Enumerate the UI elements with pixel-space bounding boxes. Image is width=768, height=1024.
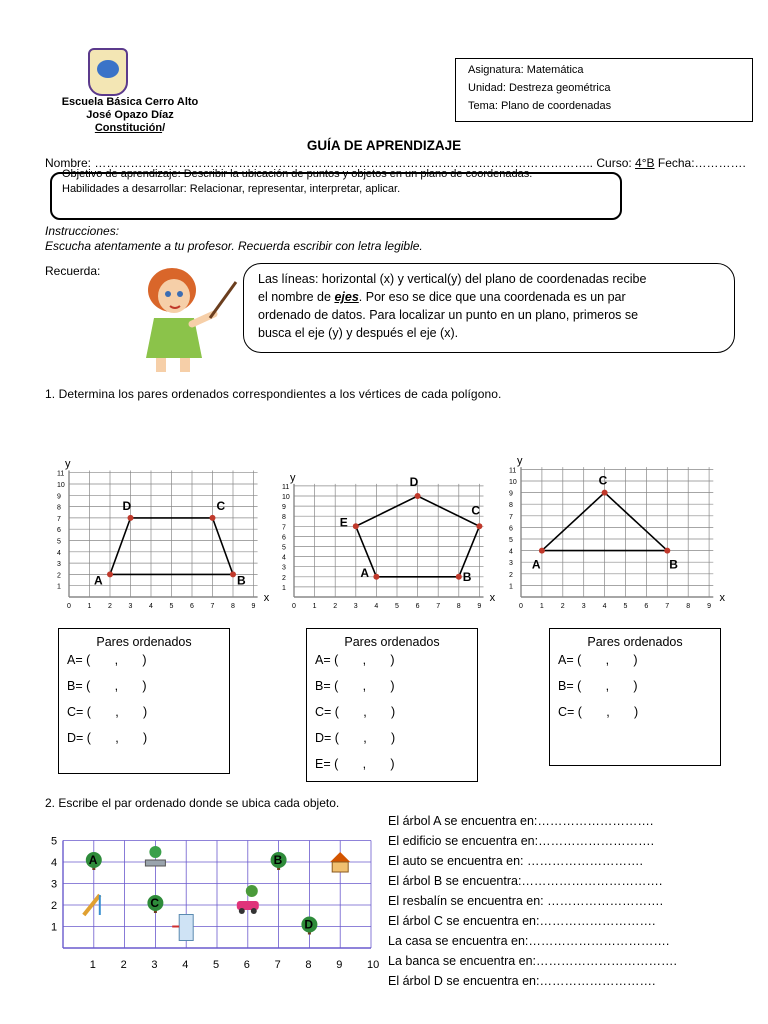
pair-A[interactable]: A= ( , ) bbox=[67, 653, 147, 667]
y-tick-label: 10 bbox=[509, 479, 517, 486]
page-title: GUÍA DE APRENDIZAJE bbox=[306, 138, 462, 153]
y-tick-label: 5 bbox=[57, 538, 61, 546]
x-tick-label: 4 bbox=[182, 959, 189, 971]
y-tick-label: 6 bbox=[282, 534, 286, 542]
school-line-3: Constitución/ bbox=[94, 122, 166, 134]
x-tick-label: 1 bbox=[312, 603, 317, 610]
y-tick-label: 3 bbox=[51, 878, 58, 891]
name-field[interactable]: Nombre: …………………………………………………………………………………………………………….. bbox=[45, 156, 594, 170]
y-tick-label: 8 bbox=[57, 504, 61, 512]
subject-info-box bbox=[455, 58, 753, 122]
q2-line-tree-d[interactable]: El árbol D se encuentra en:………………………. bbox=[388, 974, 656, 988]
vertex-C bbox=[210, 515, 216, 521]
instructions-text: Escucha atentamente a tu profesor. Recuerda escribir con letra legible. bbox=[45, 239, 423, 253]
x-tick-label: 7 bbox=[274, 959, 281, 971]
topic-label: Tema: Plano de coordenadas bbox=[468, 100, 612, 112]
y-tick-label: 1 bbox=[51, 921, 58, 934]
polygon-graph-1 bbox=[55, 405, 275, 610]
vertex-label-B: B bbox=[669, 557, 678, 572]
y-tick-label: 3 bbox=[57, 561, 61, 569]
pair-D[interactable]: D= ( , ) bbox=[315, 731, 396, 745]
tree-label-D: D bbox=[304, 917, 314, 932]
vertex-B bbox=[456, 574, 462, 580]
vertex-C bbox=[476, 523, 482, 529]
x-tick-label: 6 bbox=[644, 603, 649, 610]
school-name bbox=[45, 96, 215, 135]
y-tick-label: 10 bbox=[282, 494, 290, 501]
x-tick-label: 4 bbox=[149, 603, 153, 610]
y-tick-label: 11 bbox=[509, 467, 517, 475]
x-tick-label: 3 bbox=[151, 959, 158, 971]
school-line-2: José Opazo Díaz bbox=[86, 109, 174, 121]
recuerda-label: Recuerda: bbox=[45, 264, 101, 278]
x-tick-label: 6 bbox=[243, 959, 250, 971]
y-tick-label: 11 bbox=[282, 483, 290, 491]
x-tick-label: 8 bbox=[305, 959, 312, 971]
vertex-label-A: A bbox=[94, 573, 103, 588]
x-tick-label: 2 bbox=[120, 959, 127, 971]
polygon-graph-3 bbox=[505, 405, 745, 610]
pairs-box-1 bbox=[58, 628, 230, 774]
q2-line-tree-a[interactable]: El árbol A se encuentra en:………………………. bbox=[388, 814, 654, 828]
reminder-line-2: el nombre de ejes. Por eso se dice que una coordenada es un par bbox=[258, 290, 626, 304]
x-tick-label: 1 bbox=[87, 603, 92, 610]
pair-B[interactable]: B= ( , ) bbox=[315, 679, 395, 693]
vertex-C bbox=[602, 490, 608, 496]
pairs-box-2 bbox=[306, 628, 478, 782]
x-tick-label: 2 bbox=[108, 603, 112, 610]
vertex-label-C: C bbox=[471, 503, 481, 518]
y-axis-label: y bbox=[290, 471, 296, 484]
y-tick-label: 5 bbox=[51, 835, 58, 848]
reminder-line-4: busca el eje (y) y después el eje (x). bbox=[258, 326, 459, 340]
x-tick-label: 2 bbox=[560, 603, 565, 610]
y-tick-label: 6 bbox=[509, 525, 513, 533]
vertex-label-C: C bbox=[598, 473, 608, 488]
q2-line-slide[interactable]: El resbalín se encuentra en: ………………………. bbox=[388, 894, 664, 908]
reminder-box bbox=[243, 263, 735, 353]
vertex-label-D: D bbox=[409, 475, 419, 489]
car-tree bbox=[246, 885, 258, 897]
vertex-A bbox=[539, 548, 545, 554]
teacher-leg bbox=[156, 358, 166, 372]
course-value: 4°B bbox=[635, 156, 655, 170]
x-tick-label: 8 bbox=[456, 603, 461, 610]
x-tick-label: 0 bbox=[67, 603, 71, 610]
x-tick-label: 4 bbox=[374, 603, 379, 610]
school-logo bbox=[88, 48, 128, 96]
pair-B[interactable]: B= ( , ) bbox=[558, 679, 638, 693]
skills-text: Habilidades a desarrollar: Relacionar, representar, interpretar, aplicar. bbox=[62, 183, 401, 195]
vertex-D bbox=[415, 493, 421, 499]
x-axis-label: x bbox=[263, 592, 270, 604]
y-tick-label: 10 bbox=[57, 482, 65, 489]
school-line-1: Escuela Básica Cerro Alto bbox=[61, 96, 199, 108]
y-tick-label: 9 bbox=[57, 493, 61, 501]
vertex-label-A: A bbox=[531, 557, 541, 572]
y-tick-label: 1 bbox=[509, 583, 513, 591]
teacher-illustration bbox=[110, 262, 240, 374]
x-tick-label: 0 bbox=[519, 603, 523, 610]
x-tick-label: 1 bbox=[89, 959, 96, 971]
x-tick-label: 8 bbox=[686, 603, 691, 610]
x-tick-label: 7 bbox=[210, 603, 215, 610]
house-icon bbox=[332, 862, 348, 872]
polygon-graph-2 bbox=[280, 405, 510, 610]
objective-text: Objetivo de aprendizaje: Describir la ubicación de puntos y objetos en un plano de coordenadas. bbox=[62, 168, 533, 180]
y-tick-label: 4 bbox=[51, 857, 58, 869]
reminder-line-3: ordenado de datos. Para localizar un punto en un plano, primeros se bbox=[258, 308, 639, 322]
x-tick-label: 3 bbox=[581, 603, 586, 610]
vertex-B bbox=[230, 571, 236, 577]
vertex-label-E: E bbox=[339, 515, 348, 530]
q2-line-tree-c[interactable]: El árbol C se encuentra en:………………………. bbox=[388, 914, 656, 928]
subject-label: Asignatura: Matemática bbox=[468, 64, 584, 76]
y-tick-label: 5 bbox=[509, 537, 513, 544]
x-axis-label: x bbox=[719, 592, 725, 604]
y-tick-label: 3 bbox=[282, 564, 286, 572]
x-tick-label: 10 bbox=[367, 959, 380, 971]
building-icon bbox=[179, 915, 193, 941]
pair-A[interactable]: A= ( , ) bbox=[315, 653, 395, 667]
bench-plant bbox=[149, 846, 161, 858]
pair-C[interactable]: C= ( , ) bbox=[315, 705, 396, 719]
pair-C[interactable]: C= ( , ) bbox=[558, 705, 639, 719]
instructions-label: Instrucciones: bbox=[45, 224, 120, 238]
x-tick-label: 5 bbox=[623, 603, 628, 610]
y-axis-label: y bbox=[65, 458, 71, 471]
y-tick-label: 7 bbox=[509, 513, 513, 521]
teacher-leg bbox=[180, 358, 190, 372]
x-tick-label: 9 bbox=[707, 603, 712, 610]
vertex-A bbox=[373, 574, 379, 580]
y-tick-label: 2 bbox=[509, 571, 513, 579]
y-tick-label: 3 bbox=[509, 560, 513, 568]
pair-B[interactable]: B= ( , ) bbox=[67, 679, 147, 693]
y-tick-label: 5 bbox=[282, 544, 286, 552]
q1-title: 1. Determina los pares ordenados correspondientes a los vértices de cada polígono. bbox=[45, 387, 502, 401]
x-axis-label: x bbox=[489, 592, 496, 604]
pairs-title: Pares ordenados bbox=[96, 635, 192, 649]
y-tick-label: 6 bbox=[57, 527, 61, 535]
y-axis-label: y bbox=[517, 454, 523, 467]
vertex-label-D: D bbox=[122, 498, 132, 513]
tree-label-B: B bbox=[273, 853, 283, 867]
pair-D[interactable]: D= ( , ) bbox=[67, 731, 148, 745]
vertex-label-B: B bbox=[237, 573, 246, 588]
pair-C[interactable]: C= ( , ) bbox=[67, 705, 148, 719]
date-field[interactable]: Fecha:…………. bbox=[657, 156, 746, 170]
x-tick-label: 8 bbox=[231, 603, 235, 610]
unit-label: Unidad: Destreza geométrica bbox=[468, 82, 611, 94]
x-tick-label: 2 bbox=[333, 603, 338, 610]
vertex-label-C: C bbox=[216, 498, 226, 513]
pairs-title: Pares ordenados bbox=[344, 635, 440, 649]
pairs-title: Pares ordenados bbox=[587, 635, 683, 649]
x-tick-label: 7 bbox=[436, 603, 441, 610]
car-wheel bbox=[251, 908, 257, 914]
bench-icon bbox=[145, 860, 165, 866]
vertex-label-A: A bbox=[360, 565, 370, 580]
house-roof bbox=[330, 852, 350, 862]
y-tick-label: 1 bbox=[57, 583, 61, 591]
x-tick-label: 9 bbox=[477, 603, 482, 610]
x-tick-label: 6 bbox=[190, 603, 194, 610]
teacher-eye bbox=[177, 291, 183, 297]
x-tick-label: 5 bbox=[169, 603, 174, 610]
y-tick-label: 9 bbox=[282, 504, 286, 512]
pairs-box-3 bbox=[549, 628, 721, 766]
vertex-label-B: B bbox=[462, 569, 472, 584]
tree-label-C: C bbox=[150, 896, 160, 910]
q2-line-house[interactable]: La casa se encuentra en:……………………………. bbox=[388, 934, 670, 948]
teacher-eye bbox=[165, 291, 171, 297]
x-tick-label: 3 bbox=[128, 603, 133, 610]
y-tick-label: 2 bbox=[51, 900, 58, 912]
vertex-E bbox=[353, 523, 359, 529]
x-tick-label: 0 bbox=[292, 603, 296, 610]
pair-E[interactable]: E= ( , ) bbox=[315, 757, 395, 771]
q2-line-car[interactable]: El auto se encuentra en: ………………………. bbox=[388, 854, 643, 868]
y-tick-label: 7 bbox=[57, 515, 61, 523]
tree-label-A: A bbox=[88, 853, 98, 867]
y-tick-label: 9 bbox=[509, 490, 513, 498]
x-tick-label: 5 bbox=[213, 959, 220, 971]
x-tick-label: 5 bbox=[395, 603, 399, 610]
vertex-D bbox=[128, 515, 134, 521]
objects-grid bbox=[48, 810, 383, 975]
x-tick-label: 4 bbox=[602, 603, 607, 610]
y-tick-label: 8 bbox=[282, 514, 286, 522]
y-tick-label: 1 bbox=[282, 584, 286, 592]
y-tick-label: 4 bbox=[282, 554, 286, 562]
y-tick-label: 8 bbox=[509, 502, 513, 510]
x-tick-label: 9 bbox=[336, 959, 343, 971]
y-tick-label: 2 bbox=[57, 572, 61, 580]
x-tick-label: 9 bbox=[251, 603, 256, 610]
y-tick-label: 2 bbox=[282, 574, 286, 582]
car-wheel bbox=[239, 908, 245, 914]
x-tick-label: 1 bbox=[539, 603, 544, 610]
y-tick-label: 7 bbox=[282, 524, 286, 532]
y-tick-label: 4 bbox=[57, 549, 61, 557]
pair-A[interactable]: A= ( , ) bbox=[558, 653, 638, 667]
x-tick-label: 3 bbox=[353, 603, 358, 610]
q2-title: 2. Escribe el par ordenado donde se ubica cada objeto. bbox=[45, 796, 340, 810]
y-tick-label: 11 bbox=[57, 470, 65, 478]
reminder-line-1: Las líneas: horizontal (x) y vertical(y) del plano de coordenadas recibe bbox=[258, 272, 647, 286]
x-tick-label: 7 bbox=[665, 603, 670, 610]
q2-line-building[interactable]: El edificio se encuentra en:………………………. bbox=[388, 834, 655, 848]
vertex-A bbox=[107, 571, 113, 577]
y-tick-label: 4 bbox=[509, 548, 513, 556]
q2-line-tree-b[interactable]: El árbol B se encuentra:……………………………. bbox=[388, 874, 663, 888]
course-label: Curso: bbox=[596, 156, 632, 170]
q2-line-bench[interactable]: La banca se encuentra en:……………………………. bbox=[388, 954, 678, 968]
pointer-stick bbox=[210, 282, 236, 318]
vertex-B bbox=[664, 548, 670, 554]
x-tick-label: 6 bbox=[415, 603, 420, 610]
